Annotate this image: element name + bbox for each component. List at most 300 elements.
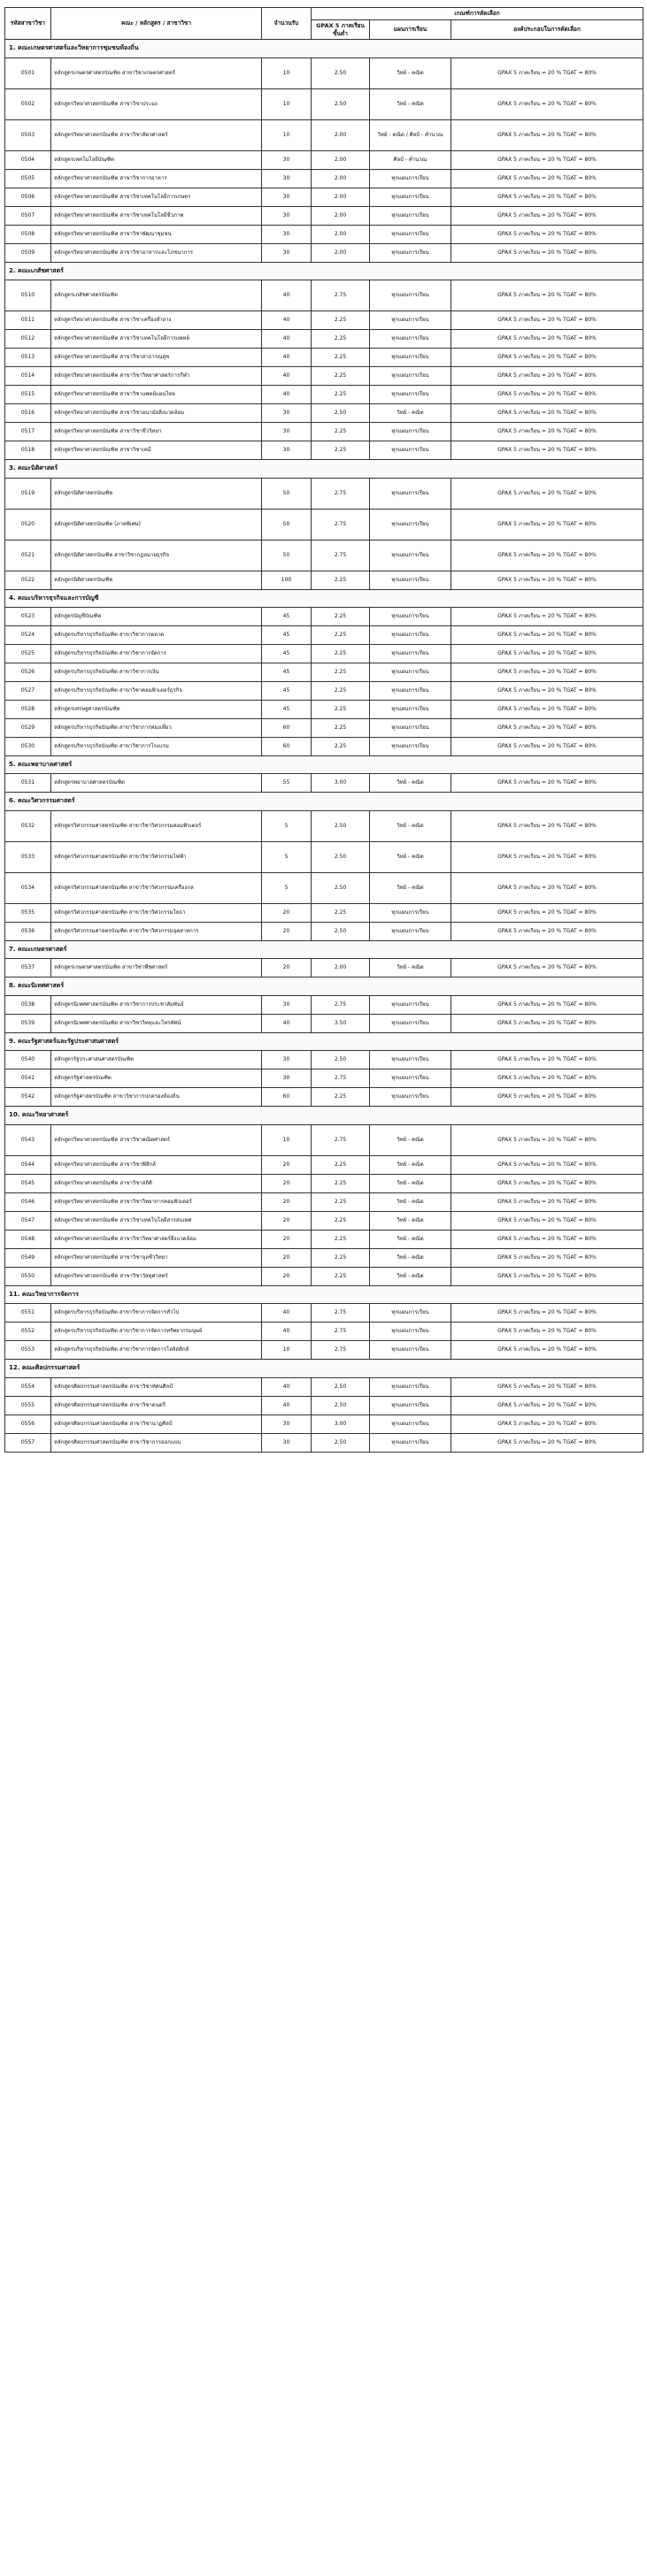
table-row [5, 872, 643, 903]
seat-count: 20 [262, 1211, 312, 1230]
selection-criteria: GPAX 5 ภาคเรียน = 20 % TGAT = 80% [451, 1267, 643, 1285]
table-row [5, 1124, 643, 1155]
min-gpax: 2.25 [312, 626, 370, 645]
section-title: 2. คณะเภสัชศาสตร์ [5, 262, 643, 280]
program-code: 0501 [5, 58, 51, 88]
program-code: 0553 [5, 1341, 51, 1360]
seat-count: 45 [262, 701, 312, 719]
program-name: หลักสูตรเกษตรศาสตรบัณฑิต สาขาวิชาพืชศาสตร์ [51, 959, 262, 978]
program-code: 0534 [5, 872, 51, 903]
selection-criteria: GPAX 5 ภาคเรียน = 20 % TGAT = 80% [451, 1396, 643, 1414]
selection-criteria: GPAX 5 ภาคเรียน = 20 % TGAT = 80% [451, 571, 643, 589]
min-gpax: 2.75 [312, 540, 370, 571]
program-name: หลักสูตรบริหารธุรกิจบัณฑิต สาขาวิชาการจัดการทั่วไป [51, 1304, 262, 1322]
selection-criteria: GPAX 5 ภาคเรียน = 20 % TGAT = 80% [451, 872, 643, 903]
selection-criteria: GPAX 5 ภาคเรียน = 20 % TGAT = 80% [451, 243, 643, 262]
program-name: หลักสูตรนิติศาสตรบัณฑิต [51, 478, 262, 509]
study-track: ทุกแผนการเรียน [370, 386, 451, 404]
table-row [5, 423, 643, 441]
study-track: ทุกแผนการเรียน [370, 311, 451, 330]
study-track: วิทย์ - คณิต / ศิลป์ - คำนวณ [370, 119, 451, 150]
section-heading-row [5, 589, 643, 607]
program-code: 0503 [5, 119, 51, 150]
min-gpax: 2.25 [312, 330, 370, 349]
seat-count: 30 [262, 995, 312, 1014]
seat-count: 45 [262, 645, 312, 663]
table-row [5, 1014, 643, 1032]
header-criteria-group: เกณฑ์การคัดเลือก [312, 8, 643, 20]
program-code: 0515 [5, 386, 51, 404]
seat-count: 30 [262, 150, 312, 169]
min-gpax: 2.00 [312, 206, 370, 225]
section-title: 6. คณะวิศวกรรมศาสตร์ [5, 793, 643, 810]
program-code: 0556 [5, 1414, 51, 1433]
study-track: ทุกแผนการเรียน [370, 1341, 451, 1360]
seat-count: 30 [262, 423, 312, 441]
min-gpax: 2.25 [312, 738, 370, 756]
table-row [5, 478, 643, 509]
seat-count: 20 [262, 1174, 312, 1192]
section-heading-row [5, 1360, 643, 1377]
selection-criteria: GPAX 5 ภาคเรียน = 20 % TGAT = 80% [451, 1070, 643, 1088]
selection-criteria: GPAX 5 ภาคเรียน = 20 % TGAT = 80% [451, 959, 643, 978]
selection-criteria: GPAX 5 ภาคเรียน = 20 % TGAT = 80% [451, 1248, 643, 1267]
program-name: หลักสูตรวิทยาศาสตรบัณฑิต สาขาวิชาเคมี [51, 441, 262, 460]
table-row [5, 1211, 643, 1230]
selection-criteria: GPAX 5 ภาคเรียน = 20 % TGAT = 80% [451, 774, 643, 793]
program-code: 0516 [5, 404, 51, 423]
seat-count: 40 [262, 1377, 312, 1396]
table-row [5, 280, 643, 311]
study-track: ทุกแผนการเรียน [370, 509, 451, 540]
min-gpax: 2.75 [312, 1124, 370, 1155]
program-name: หลักสูตรวิทยาศาสตรบัณฑิต สาขาวิชาอนามัยสิ่งแวดล้อม [51, 404, 262, 423]
section-title: 10. คณะวิทยาศาสตร์ [5, 1107, 643, 1124]
min-gpax: 2.50 [312, 922, 370, 940]
min-gpax: 2.25 [312, 1155, 370, 1174]
selection-criteria: GPAX 5 ภาคเรียน = 20 % TGAT = 80% [451, 663, 643, 682]
selection-criteria: GPAX 5 ภาคเรียน = 20 % TGAT = 80% [451, 441, 643, 460]
program-code: 0519 [5, 478, 51, 509]
seat-count: 20 [262, 1230, 312, 1248]
study-track: ทุกแผนการเรียน [370, 540, 451, 571]
min-gpax: 3.50 [312, 1014, 370, 1032]
program-code: 0521 [5, 540, 51, 571]
study-track: ทุกแผนการเรียน [370, 1070, 451, 1088]
program-code: 0547 [5, 1211, 51, 1230]
seat-count: 20 [262, 903, 312, 922]
selection-criteria: GPAX 5 ภาคเรียน = 20 % TGAT = 80% [451, 682, 643, 701]
min-gpax: 2.25 [312, 608, 370, 626]
section-heading-row [5, 940, 643, 958]
study-track: วิทย์ - คณิต [370, 1267, 451, 1285]
study-track: ทุกแผนการเรียน [370, 441, 451, 460]
study-track: วิทย์ - คณิต [370, 841, 451, 872]
selection-criteria: GPAX 5 ภาคเรียน = 20 % TGAT = 80% [451, 626, 643, 645]
program-name: หลักสูตรเภสัชศาสตรบัณฑิต [51, 280, 262, 311]
min-gpax: 2.25 [312, 645, 370, 663]
program-name: หลักสูตรรัฐประศาสนศาสตรบัณฑิต [51, 1051, 262, 1070]
table-row [5, 311, 643, 330]
table-row [5, 682, 643, 701]
program-code: 0509 [5, 243, 51, 262]
table-row [5, 645, 643, 663]
seat-count: 50 [262, 478, 312, 509]
program-code: 0505 [5, 169, 51, 188]
min-gpax: 2.25 [312, 1174, 370, 1192]
study-track: ศิลป์ - คำนวณ [370, 150, 451, 169]
study-track: ทุกแผนการเรียน [370, 719, 451, 738]
seat-count: 30 [262, 1070, 312, 1088]
table-row [5, 169, 643, 188]
program-code: 0552 [5, 1322, 51, 1341]
study-track: ทุกแผนการเรียน [370, 682, 451, 701]
section-heading-row [5, 262, 643, 280]
selection-criteria: GPAX 5 ภาคเรียน = 20 % TGAT = 80% [451, 1051, 643, 1070]
program-name: หลักสูตรวิทยาศาสตรบัณฑิต สาขาวิชาวิทยาศาสตร์สิ่งแวดล้อม [51, 1230, 262, 1248]
selection-criteria: GPAX 5 ภาคเรียน = 20 % TGAT = 80% [451, 169, 643, 188]
table-row [5, 1070, 643, 1088]
selection-criteria: GPAX 5 ภาคเรียน = 20 % TGAT = 80% [451, 810, 643, 841]
min-gpax: 2.50 [312, 841, 370, 872]
section-heading-row [5, 460, 643, 478]
table-row [5, 441, 643, 460]
study-track: ทุกแผนการเรียน [370, 206, 451, 225]
program-code: 0543 [5, 1124, 51, 1155]
selection-criteria: GPAX 5 ภาคเรียน = 20 % TGAT = 80% [451, 225, 643, 243]
seat-count: 20 [262, 959, 312, 978]
program-name: หลักสูตรวิทยาศาสตรบัณฑิต สาขาวิชาจุลชีววิทยา [51, 1248, 262, 1267]
table-row [5, 1267, 643, 1285]
selection-criteria: GPAX 5 ภาคเรียน = 20 % TGAT = 80% [451, 88, 643, 119]
table-row [5, 119, 643, 150]
min-gpax: 2.25 [312, 682, 370, 701]
table-row [5, 1304, 643, 1322]
selection-criteria: GPAX 5 ภาคเรียน = 20 % TGAT = 80% [451, 1304, 643, 1322]
program-name: หลักสูตรวิทยาศาสตรบัณฑิต สาขาวิชาพัฒนาชุมชน [51, 225, 262, 243]
study-track: ทุกแผนการเรียน [370, 243, 451, 262]
table-body [5, 40, 643, 1452]
program-name: หลักสูตรวิทยาศาสตรบัณฑิต สาขาวิชาการอาหาร [51, 169, 262, 188]
program-name: หลักสูตรพยาบาลศาสตรบัณฑิต [51, 774, 262, 793]
table-row [5, 386, 643, 404]
program-code: 0531 [5, 774, 51, 793]
study-track: ทุกแผนการเรียน [370, 903, 451, 922]
study-track: ทุกแผนการเรียน [370, 1304, 451, 1322]
table-row [5, 1088, 643, 1107]
min-gpax: 2.25 [312, 1230, 370, 1248]
selection-criteria: GPAX 5 ภาคเรียน = 20 % TGAT = 80% [451, 1088, 643, 1107]
min-gpax: 2.25 [312, 719, 370, 738]
min-gpax: 2.75 [312, 1070, 370, 1088]
table-row [5, 1396, 643, 1414]
header-track: แผนการเรียน [370, 19, 451, 40]
selection-criteria: GPAX 5 ภาคเรียน = 20 % TGAT = 80% [451, 386, 643, 404]
program-name: หลักสูตรวิทยาศาสตรบัณฑิต สาขาวิชาสัตวศาสตร์ [51, 119, 262, 150]
program-name: หลักสูตรวิศวกรรมศาสตรบัณฑิต สาขาวิชาวิศวกรรมไฟฟ้า [51, 841, 262, 872]
section-title: 4. คณะบริหารธุรกิจและการบัญชี [5, 589, 643, 607]
selection-criteria: GPAX 5 ภาคเรียน = 20 % TGAT = 80% [451, 995, 643, 1014]
selection-criteria: GPAX 5 ภาคเรียน = 20 % TGAT = 80% [451, 903, 643, 922]
study-track: ทุกแผนการเรียน [370, 1377, 451, 1396]
seat-count: 30 [262, 225, 312, 243]
seat-count: 20 [262, 1267, 312, 1285]
program-code: 0517 [5, 423, 51, 441]
selection-criteria: GPAX 5 ภาคเรียน = 20 % TGAT = 80% [451, 349, 643, 367]
header-code: รหัสสาขาวิชา [5, 8, 51, 40]
seat-count: 30 [262, 441, 312, 460]
study-track: วิทย์ - คณิต [370, 1230, 451, 1248]
selection-criteria: GPAX 5 ภาคเรียน = 20 % TGAT = 80% [451, 367, 643, 386]
program-name: หลักสูตรนิติศาสตรบัณฑิต (ภาคพิเศษ) [51, 509, 262, 540]
selection-criteria: GPAX 5 ภาคเรียน = 20 % TGAT = 80% [451, 58, 643, 88]
program-name: หลักสูตรวิทยาศาสตรบัณฑิต สาขาวิชาประมง [51, 88, 262, 119]
min-gpax: 2.25 [312, 423, 370, 441]
program-name: หลักสูตรวิทยาศาสตรบัณฑิต สาขาวิชาวิทยาการคอมพิวเตอร์ [51, 1192, 262, 1211]
selection-criteria: GPAX 5 ภาคเรียน = 20 % TGAT = 80% [451, 1174, 643, 1192]
seat-count: 40 [262, 311, 312, 330]
table-row [5, 1051, 643, 1070]
section-title: 9. คณะรัฐศาสตร์และรัฐประศาสนศาสตร์ [5, 1032, 643, 1050]
table-row [5, 663, 643, 682]
seat-count: 45 [262, 663, 312, 682]
study-track: วิทย์ - คณิต [370, 810, 451, 841]
seat-count: 60 [262, 738, 312, 756]
program-name: หลักสูตรวิศวกรรมศาสตรบัณฑิต สาขาวิชาวิศวกรรมคอมพิวเตอร์ [51, 810, 262, 841]
seat-count: 45 [262, 608, 312, 626]
selection-criteria: GPAX 5 ภาคเรียน = 20 % TGAT = 80% [451, 478, 643, 509]
study-track: วิทย์ - คณิต [370, 959, 451, 978]
table-row [5, 225, 643, 243]
program-name: หลักสูตรศิลปกรรมศาสตรบัณฑิต สาขาวิชาการออกแบบ [51, 1433, 262, 1452]
selection-criteria: GPAX 5 ภาคเรียน = 20 % TGAT = 80% [451, 1211, 643, 1230]
min-gpax: 2.00 [312, 150, 370, 169]
selection-criteria: GPAX 5 ภาคเรียน = 20 % TGAT = 80% [451, 1341, 643, 1360]
study-track: ทุกแผนการเรียน [370, 1051, 451, 1070]
program-name: หลักสูตรวิทยาศาสตรบัณฑิต สาขาวิชาวัสดุศาสตร์ [51, 1267, 262, 1285]
table-row [5, 206, 643, 225]
seat-count: 10 [262, 58, 312, 88]
min-gpax: 2.25 [312, 311, 370, 330]
min-gpax: 2.25 [312, 1088, 370, 1107]
section-heading-row [5, 756, 643, 774]
study-track: วิทย์ - คณิต [370, 1248, 451, 1267]
program-name: หลักสูตรวิทยาศาสตรบัณฑิต สาขาวิชาฟิสิกส์ [51, 1155, 262, 1174]
section-title: 7. คณะเกษตรศาสตร์ [5, 940, 643, 958]
min-gpax: 2.25 [312, 1211, 370, 1230]
min-gpax: 2.25 [312, 571, 370, 589]
min-gpax: 2.50 [312, 1051, 370, 1070]
program-code: 0548 [5, 1230, 51, 1248]
seat-count: 20 [262, 1155, 312, 1174]
program-name: หลักสูตรบริหารธุรกิจบัณฑิต สาขาวิชาการจัดการโลจิสติกส์ [51, 1341, 262, 1360]
seat-count: 40 [262, 330, 312, 349]
study-track: วิทย์ - คณิต [370, 872, 451, 903]
table-row [5, 1155, 643, 1174]
study-track: ทุกแผนการเรียน [370, 995, 451, 1014]
program-code: 0502 [5, 88, 51, 119]
program-code: 0514 [5, 367, 51, 386]
table-row [5, 719, 643, 738]
table-row [5, 608, 643, 626]
program-code: 0555 [5, 1396, 51, 1414]
program-code: 0510 [5, 280, 51, 311]
program-code: 0522 [5, 571, 51, 589]
program-name: หลักสูตรบริหารธุรกิจบัณฑิต สาขาวิชาการจัดการ [51, 645, 262, 663]
program-code: 0535 [5, 903, 51, 922]
min-gpax: 2.75 [312, 280, 370, 311]
study-track: ทุกแผนการเรียน [370, 663, 451, 682]
selection-criteria: GPAX 5 ภาคเรียน = 20 % TGAT = 80% [451, 1322, 643, 1341]
table-row [5, 349, 643, 367]
study-track: ทุกแผนการเรียน [370, 1414, 451, 1433]
selection-criteria: GPAX 5 ภาคเรียน = 20 % TGAT = 80% [451, 540, 643, 571]
program-name: หลักสูตรบัญชีบัณฑิต [51, 608, 262, 626]
min-gpax: 2.00 [312, 959, 370, 978]
table-row [5, 58, 643, 88]
selection-criteria: GPAX 5 ภาคเรียน = 20 % TGAT = 80% [451, 1377, 643, 1396]
program-code: 0544 [5, 1155, 51, 1174]
program-name: หลักสูตรวิทยาศาสตรบัณฑิต สาขาวิชาเครื่องสำอาง [51, 311, 262, 330]
program-name: หลักสูตรศิลปกรรมศาสตรบัณฑิต สาขาวิชาดนตรี [51, 1396, 262, 1414]
program-code: 0550 [5, 1267, 51, 1285]
program-code: 0530 [5, 738, 51, 756]
table-row [5, 738, 643, 756]
study-track: ทุกแผนการเรียน [370, 280, 451, 311]
table-row [5, 1192, 643, 1211]
min-gpax: 2.25 [312, 1192, 370, 1211]
selection-criteria: GPAX 5 ภาคเรียน = 20 % TGAT = 80% [451, 645, 643, 663]
study-track: ทุกแผนการเรียน [370, 701, 451, 719]
min-gpax: 2.25 [312, 663, 370, 682]
study-track: ทุกแผนการเรียน [370, 188, 451, 206]
header-program: คณะ / หลักสูตร / สาขาวิชา [51, 8, 262, 40]
program-code: 0532 [5, 810, 51, 841]
selection-criteria: GPAX 5 ภาคเรียน = 20 % TGAT = 80% [451, 404, 643, 423]
study-track: วิทย์ - คณิต [370, 1174, 451, 1192]
program-code: 0512 [5, 330, 51, 349]
min-gpax: 2.25 [312, 1267, 370, 1285]
seat-count: 40 [262, 367, 312, 386]
program-name: หลักสูตรรัฐศาสตรบัณฑิต [51, 1070, 262, 1088]
program-code: 0508 [5, 225, 51, 243]
table-row [5, 330, 643, 349]
study-track: ทุกแผนการเรียน [370, 738, 451, 756]
program-name: หลักสูตรวิทยาศาสตรบัณฑิต สาขาวิชาเทคโนโลยีสารสนเทศ [51, 1211, 262, 1230]
program-name: หลักสูตรบริหารธุรกิจบัณฑิต สาขาวิชาคอมพิวเตอร์ธุรกิจ [51, 682, 262, 701]
study-track: วิทย์ - คณิต [370, 1155, 451, 1174]
seat-count: 40 [262, 1014, 312, 1032]
selection-criteria: GPAX 5 ภาคเรียน = 20 % TGAT = 80% [451, 1014, 643, 1032]
study-track: ทุกแผนการเรียน [370, 349, 451, 367]
min-gpax: 2.00 [312, 188, 370, 206]
min-gpax: 2.50 [312, 1433, 370, 1452]
selection-criteria: GPAX 5 ภาคเรียน = 20 % TGAT = 80% [451, 423, 643, 441]
program-code: 0557 [5, 1433, 51, 1452]
seat-count: 20 [262, 1248, 312, 1267]
table-row [5, 1322, 643, 1341]
program-name: หลักสูตรวิทยาศาสตรบัณฑิต สาขาวิชาเทคโนโลยีชีวภาพ [51, 206, 262, 225]
min-gpax: 2.25 [312, 1248, 370, 1267]
selection-criteria: GPAX 5 ภาคเรียน = 20 % TGAT = 80% [451, 311, 643, 330]
min-gpax: 2.50 [312, 810, 370, 841]
min-gpax: 2.75 [312, 1322, 370, 1341]
table-row [5, 810, 643, 841]
program-name: หลักสูตรเทคโนโลยีบัณฑิต [51, 150, 262, 169]
program-code: 0551 [5, 1304, 51, 1322]
min-gpax: 2.75 [312, 1341, 370, 1360]
study-track: ทุกแผนการเรียน [370, 1014, 451, 1032]
selection-criteria: GPAX 5 ภาคเรียน = 20 % TGAT = 80% [451, 1230, 643, 1248]
seat-count: 30 [262, 169, 312, 188]
study-track: ทุกแผนการเรียน [370, 1088, 451, 1107]
program-name: หลักสูตรศิลปกรรมศาสตรบัณฑิต สาขาวิชาทัศนศิลป์ [51, 1377, 262, 1396]
table-row [5, 1377, 643, 1396]
program-code: 0554 [5, 1377, 51, 1396]
section-title: 1. คณะเกษตรศาสตร์และวิทยาการชุมชนท้องถิ่น [5, 40, 643, 58]
min-gpax: 2.50 [312, 404, 370, 423]
min-gpax: 2.75 [312, 509, 370, 540]
seat-count: 30 [262, 404, 312, 423]
study-track: วิทย์ - คณิต [370, 1192, 451, 1211]
program-code: 0524 [5, 626, 51, 645]
min-gpax: 2.00 [312, 119, 370, 150]
seat-count: 60 [262, 719, 312, 738]
program-name: หลักสูตรเกษตรศาสตรบัณฑิต สาขาวิชาเกษตรศาสตร์ [51, 58, 262, 88]
program-name: หลักสูตรวิทยาศาสตรบัณฑิต สาขาวิชาสถิติ [51, 1174, 262, 1192]
seat-count: 30 [262, 188, 312, 206]
program-code: 0520 [5, 509, 51, 540]
program-name: หลักสูตรนิติศาสตรบัณฑิต [51, 571, 262, 589]
program-name: หลักสูตรรัฐศาสตรบัณฑิต สาขาวิชาการปกครองท้องถิ่น [51, 1088, 262, 1107]
seat-count: 45 [262, 682, 312, 701]
seat-count: 5 [262, 810, 312, 841]
table-header-row [5, 8, 643, 20]
seat-count: 10 [262, 1124, 312, 1155]
section-heading-row [5, 40, 643, 58]
study-track: วิทย์ - คณิต [370, 1211, 451, 1230]
table-row [5, 922, 643, 940]
program-name: หลักสูตรวิทยาศาสตรบัณฑิต สาขาวิชาอาหารและโภชนาการ [51, 243, 262, 262]
program-name: หลักสูตรวิทยาศาสตรบัณฑิต สาขาวิชาสาธารณสุข [51, 349, 262, 367]
selection-criteria: GPAX 5 ภาคเรียน = 20 % TGAT = 80% [451, 188, 643, 206]
program-code: 0540 [5, 1051, 51, 1070]
seat-count: 30 [262, 1433, 312, 1452]
section-title: 11. คณะวิทยาการจัดการ [5, 1285, 643, 1303]
program-name: หลักสูตรวิศวกรรมศาสตรบัณฑิต สาขาวิชาวิศวกรรมเครื่องกล [51, 872, 262, 903]
section-title: 12. คณะศิลปกรรมศาสตร์ [5, 1360, 643, 1377]
program-name: หลักสูตรวิทยาศาสตรบัณฑิต สาขาวิชาวิทยาศาสตร์การกีฬา [51, 367, 262, 386]
seat-count: 30 [262, 1414, 312, 1433]
header-seats: จำนวนรับ [262, 8, 312, 40]
program-code: 0541 [5, 1070, 51, 1088]
min-gpax: 2.50 [312, 58, 370, 88]
table-row [5, 1341, 643, 1360]
min-gpax: 2.25 [312, 441, 370, 460]
program-code: 0549 [5, 1248, 51, 1267]
table-row [5, 243, 643, 262]
min-gpax: 3.00 [312, 774, 370, 793]
min-gpax: 2.50 [312, 88, 370, 119]
program-code: 0528 [5, 701, 51, 719]
program-name: หลักสูตรนิติศาสตรบัณฑิต สาขาวิชากฎหมายธุรกิจ [51, 540, 262, 571]
seat-count: 30 [262, 1051, 312, 1070]
header-gpax: GPAX 5 ภาคเรียนขั้นต่ำ [312, 19, 370, 40]
table-row [5, 701, 643, 719]
seat-count: 60 [262, 1088, 312, 1107]
program-code: 0527 [5, 682, 51, 701]
selection-criteria: GPAX 5 ภาคเรียน = 20 % TGAT = 80% [451, 701, 643, 719]
